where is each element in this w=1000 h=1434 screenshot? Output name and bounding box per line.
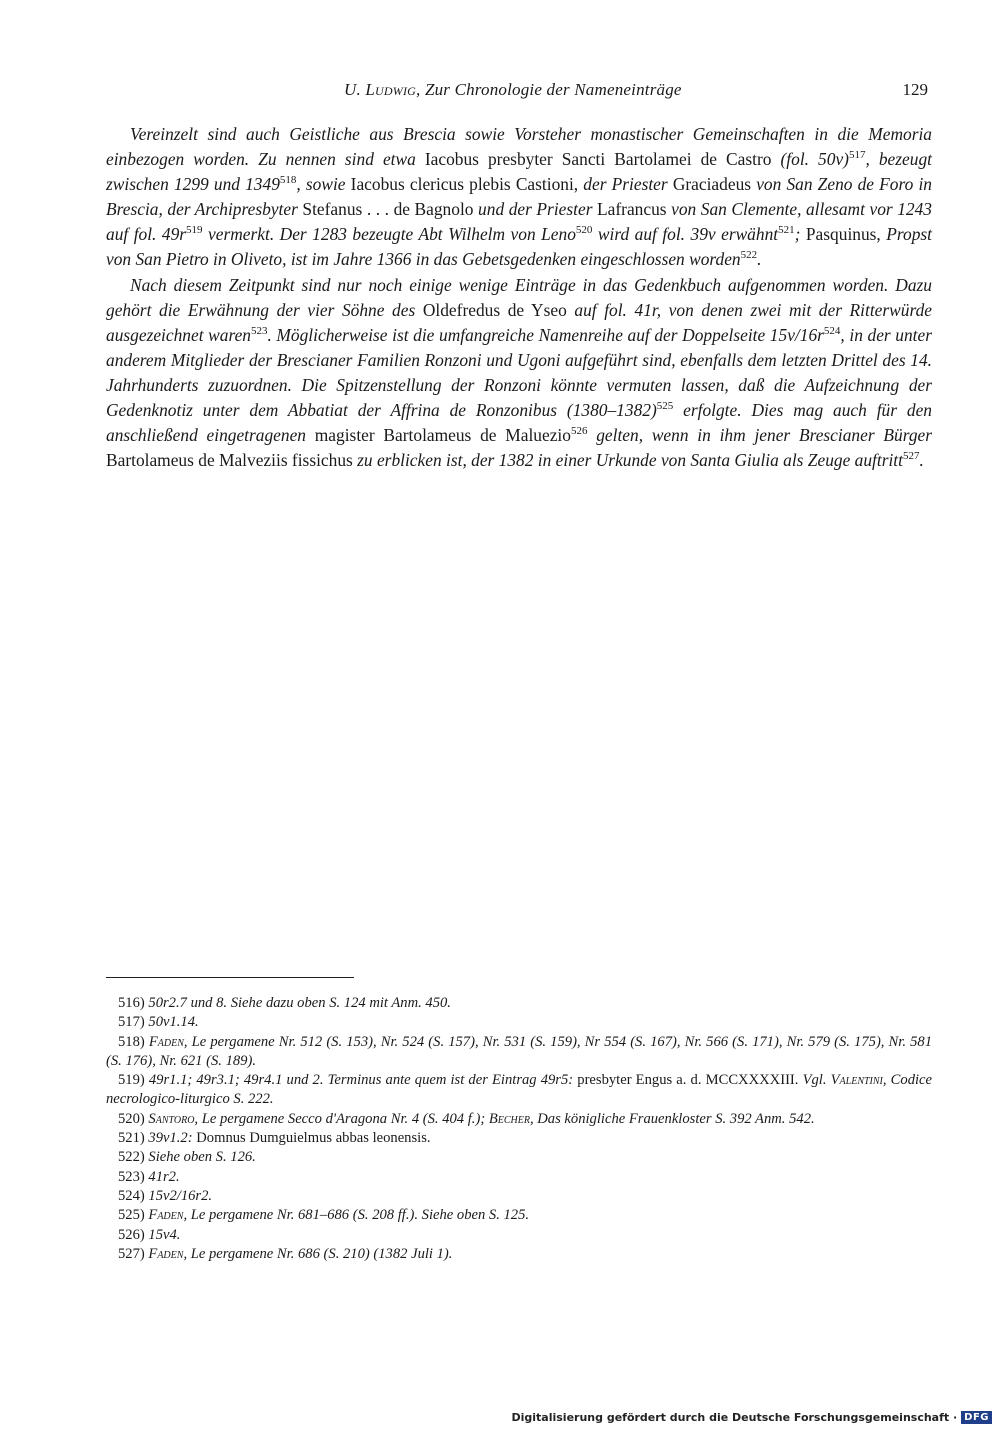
text-run: Santoro [144,1110,195,1127]
footnote-number: 527) [118,1245,145,1262]
footnote-number: 525) [118,1207,145,1224]
footnote-number: 517) [118,1014,145,1031]
text-run: (fol. 50v) [780,149,849,170]
text-run: 41r2. [144,1168,180,1185]
text-run: , Codice necrologico-liturgico S. 222. [106,1072,932,1108]
main-text [106,122,932,473]
text-run: , Le pergamene Nr. 681–686 (S. 208 ff.). Siehe oben S. 125. [183,1207,530,1224]
quoted-source-text: Iacobus clericus plebis Castioni, [350,174,584,195]
running-title: , Zur Chronologie der Nameneinträge [416,80,682,99]
text-run: , Le pergamene Secco d'Aragona Nr. 4 (S. 404 f.); [194,1110,489,1127]
quoted-source-text: Bartolameus de Malveziis fissichus [106,450,358,471]
quoted-source-text: Domnus Dumguielmus abbas leonensis. [196,1130,431,1147]
footnote-ref: 518 [279,174,297,187]
footnote [106,994,932,1013]
text-run: und der Priester [478,199,598,220]
text-run: Propst von San Pietro in Oliveto, ist im Jahre 1366 in das Gebetsgedenken eingeschlossen worden [106,224,933,270]
footnote [106,1168,932,1187]
quoted-source-text: presbyter Engus a. d. MCCXXXXIII. [577,1072,799,1089]
text-run: Siehe oben S. 126. [144,1149,256,1166]
footnote-number: 526) [118,1226,145,1243]
footnote-ref: 525 [656,400,674,413]
text-run: auf fol. 41r, von denen zwei mit der Ritterwürde ausgezeichnet waren [106,299,932,345]
footnote [106,1206,932,1225]
footnote-divider [106,977,354,978]
text-run: ; [794,224,806,245]
text-run: Faden [144,1207,184,1224]
quoted-source-text: Oldefredus de Yseo [422,299,575,320]
text-run: von San Zeno de Foro in Brescia, der Archipresbyter [106,174,932,220]
footnote-number: 518) [118,1033,145,1050]
text-run: gelten, wenn in ihm jener Brescianer Bürger [587,425,932,446]
footnote [106,1245,932,1264]
dfg-logo-icon: DFG [961,1411,992,1424]
footnote-ref: 523 [250,324,268,337]
footnote [106,1148,932,1167]
quoted-source-text: Pasquinus, [805,224,887,245]
text-run: 49r1.1; 49r3.1; 49r4.1 und 2. Terminus ante quem ist der Eintrag 49r5: [144,1072,578,1089]
page-number: 129 [902,80,928,99]
quoted-source-text: magister Bartolameus de Maluezio [314,425,571,446]
footnote-number: 523) [118,1168,145,1185]
text-run: . [757,249,762,270]
footnote-number: 524) [118,1187,145,1204]
footnote [106,1013,932,1032]
footnote-ref: 522 [740,249,758,262]
text-run: , in der unter anderem Mitglieder der Brescianer Familien Ronzoni und Ugoni aufgeführt sind, ebenfalls dem letzten Drittel des 14. Jahrhunderts zuzuordnen. Die Spitzenstellung der Ronzoni könnte vermuten lassen, daß die Aufzeichnung der Gedenknotiz unter dem Abbatiat der Affrina de Ronzonibus (1380–1382) [106,324,932,421]
quoted-source-text: Lafrancus [597,199,672,220]
footnote-number: 522) [118,1149,145,1166]
text-run: , bezeugt zwischen 1299 und 1349 [106,149,932,195]
footnote [106,1110,932,1129]
text-run: , Le pergamene Nr. 512 (S. 153), Nr. 524 (S. 157), Nr. 531 (S. 159), Nr 554 (S. 167), Nr. 566 (S. 171), Nr. 579 (S. 175), Nr. 581 (S. 176), Nr. 621 (S. 189). [106,1033,933,1069]
footnote-ref: 527 [902,450,920,463]
footnote [106,1033,932,1072]
paragraph-2 [106,273,932,474]
text-run: Nach diesem Zeitpunkt sind nur noch einige wenige Einträge in das Gedenkbuch aufgenommen worden. Dazu gehört die Erwähnung der vier Söhne des [106,274,932,320]
text-run: erfolgte. Dies mag auch für den anschließend eingetragenen [106,400,932,446]
footnote [106,1129,932,1148]
text-run: wird auf fol. 39v erwähnt [592,224,779,245]
text-run: von San Clemente, allesamt vor 1243 auf fol. 49r [106,199,932,245]
footnote-ref: 520 [575,224,593,237]
text-run: , sowie [296,174,351,195]
text-run: 15v2/16r2. [144,1187,213,1204]
author-initial: U. [344,80,361,99]
text-run: Vereinzelt sind auch Geistliche aus Brescia sowie Vorsteher monastischer Gemeinschaften in die Memoria einbezogen worden. Zu nennen sind etwa [106,124,932,170]
quoted-source-text: Iacobus presbyter Sancti Bartolamei de Castro [424,149,781,170]
text-run: , Le pergamene Nr. 686 (S. 210) (1382 Juli 1). [183,1245,453,1262]
footnote-ref: 521 [778,224,795,237]
paragraph-1 [106,122,932,273]
page-header [0,80,1000,110]
text-run: , Das königliche Frauenkloster S. 392 Anm. 542. [529,1110,815,1127]
footnote-ref: 526 [570,425,588,438]
text-run: . Möglicherweise ist die umfangreiche Namenreihe auf der Doppelseite 15v/16r [267,324,824,345]
footnote-ref: 524 [823,324,841,337]
footnote-number: 516) [118,995,145,1011]
footnote [106,1071,932,1110]
footnotes [106,994,932,1264]
text-run: 15v4. [144,1226,181,1243]
dfg-credit-text: Digitalisierung gefördert durch die Deutsche Forschungsgemeinschaft · [511,1410,958,1424]
text-run: 50v1.14. [144,1014,199,1031]
text-run: 39v1.2: [144,1130,197,1147]
footnote-ref: 517 [848,149,866,162]
text-run: vermerkt. Der 1283 bezeugte Abt Wilhelm von Leno [202,224,576,245]
text-run: zu erblicken ist, der 1382 in einer Urkunde von Santa Giulia als Zeuge auftritt [357,450,903,471]
footnote-number: 519) [118,1072,145,1089]
quoted-source-text: Graciadeus [672,174,757,195]
dfg-credit [511,1408,992,1426]
footnote-number: 520) [118,1110,145,1127]
text-run: Vgl. [798,1072,831,1089]
footnote-ref: 519 [186,224,203,237]
footnote-number: 521) [118,1130,145,1147]
text-run: . [919,450,924,471]
text-run: Valentini [830,1072,883,1089]
text-run: der Priester [583,174,673,195]
author-name: Ludwig [365,80,417,99]
quoted-source-text: Stefanus . . . de Bagnolo [302,199,479,220]
running-head [344,80,682,100]
text-run: 50r2.7 und 8. Siehe dazu oben S. 124 mit Anm. 450. [144,995,451,1011]
footnote [106,1226,932,1245]
text-run: Faden [144,1033,184,1050]
footnote [106,1187,932,1206]
text-run: Becher [488,1110,530,1127]
text-run: Faden [144,1245,184,1262]
